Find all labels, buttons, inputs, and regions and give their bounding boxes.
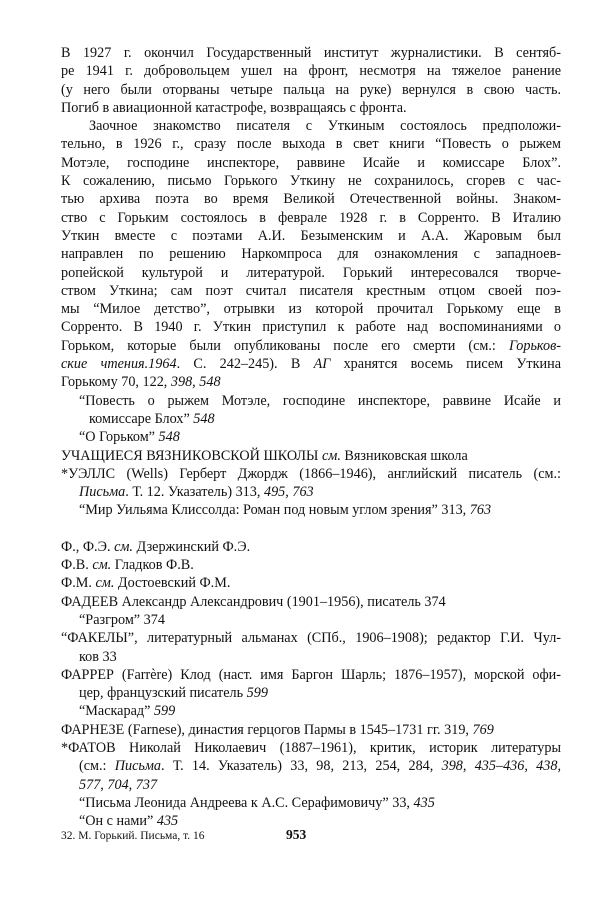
italic-text: 599 (246, 685, 268, 702)
text-line: Заочное знакомство писателя с Уткиным состоялось предположи- (89, 118, 561, 135)
text-line (61, 702, 561, 720)
text-line: ре 1941 г. добровольцем ушел на фронт, несмотря на тяжелое ранение (61, 63, 561, 80)
text-line: Погиб в авиационной катастрофе, возвращаясь с фронта. (61, 99, 407, 116)
italic-text: 398, 435–436, 438, (441, 758, 561, 775)
italic-text: см. (92, 557, 112, 574)
text-line (61, 757, 561, 775)
text-segment: . Т. 14. Указатель) 33, 98, 213, 254, 284, (161, 758, 442, 775)
text-line: “Повесть о рыжем Мотэле, господине инспекторе, раввине Исайе и (79, 392, 561, 409)
italic-text: 548 (158, 429, 180, 446)
text-line: ством Уткина; сам поэт считал писателя крестным отцом своей поэ- (61, 282, 561, 299)
text-line: мы “Милое детство”, отрывки из которой прочитал Горькому еще в (61, 301, 561, 318)
text-segment: Достоевский Ф.М. (114, 575, 231, 592)
signature-mark: 32. М. Горький. Письма, т. 16 (61, 830, 205, 842)
italic-text: 435 (413, 794, 435, 811)
page-footer (61, 828, 561, 844)
italic-text: 763 (469, 502, 492, 519)
text-segment: (см.: (79, 758, 115, 775)
section-gap (61, 520, 561, 538)
text-segment: “Маскарад” (79, 703, 154, 720)
text-line: *ФАТОВ Николай Николаевич (1887–1961), критик, историк литературы (61, 739, 561, 756)
text-line: В 1927 г. окончил Государственный институт журналистики. В сентяб- (61, 45, 561, 61)
text-segment: Ф.М. (61, 575, 96, 592)
text-line (61, 556, 561, 574)
text-line: (у него были оторваны четыре пальца на руке) вернулся в свою часть. (61, 81, 561, 98)
text-segment: Гладков Ф.В. (111, 557, 194, 574)
page-body (61, 44, 561, 830)
text-segment: “Письма Леонида Андреева к А.С. Серафимовичу” 33, (79, 794, 414, 811)
text-line (61, 684, 561, 702)
text-segment: . С. 242–245). В (176, 356, 314, 373)
text-segment: “Мир Уильяма Клиссолда: Роман под новым углом зрения” 313, (79, 502, 470, 519)
text-segment: ФАРНЕЗЕ (Farnese), династия герцогов Пармы в 1545–1731 гг. 319, (61, 721, 473, 738)
text-segment: Ф.В. (61, 557, 93, 574)
text-line (61, 501, 561, 519)
italic-text: см. (114, 538, 133, 555)
text-line: *УЭЛЛС (Wells) Герберт Джордж (1866–1946), английский писатель (см.: (61, 465, 561, 482)
text-line (61, 373, 561, 391)
text-line (61, 483, 561, 501)
italic-text: 435 (156, 813, 179, 830)
text-segment: Ф., Ф.Э. (61, 538, 115, 555)
italic-text: Письма (79, 484, 126, 501)
text-segment: . Т. 12. Указатель) 313, (125, 484, 264, 501)
text-line (61, 355, 561, 373)
text-line (61, 428, 561, 446)
italic-text: ские чтения.1964 (61, 356, 177, 373)
text-line: ков 33 (79, 648, 117, 665)
text-segment: хранятся восемь писем Уткина (330, 356, 561, 373)
text-line (61, 574, 561, 592)
text-segment: Горькому 70, 122, (61, 374, 171, 391)
italic-text: см. (321, 447, 341, 464)
italic-text: 769 (472, 721, 494, 738)
text-line: Мотэле, господине инспекторе, раввине Исайе и комиссаре Блох”. (61, 154, 561, 171)
italic-text: см. (95, 575, 115, 592)
italic-text: Горьков- (508, 337, 561, 354)
text-segment: Горьком, которые были опубликованы после его смерти (см.: (61, 337, 509, 354)
italic-text: 599 (153, 703, 176, 720)
text-line: “ФАКЕЛЫ”, литературный альманах (СПб., 1906–1908); редактор Г.И. Чул- (61, 630, 561, 647)
page-number: 953 (286, 827, 307, 842)
text-line (61, 776, 561, 794)
text-line: ФАДЕЕВ Александр Александрович (1901–1956), писатель 374 (61, 593, 446, 610)
text-line: ство с Горьким состоялось в феврале 1928 г. в Сорренто. В Италию (61, 209, 561, 226)
text-line: тельно, в 1926 г., сразу после выхода в свет книги “Повесть о рыжем (61, 136, 561, 153)
text-line: К сожалению, письмо Горького Уткину не сохранилось, сгорев с час- (61, 173, 561, 190)
text-segment: “О Горьком” (79, 429, 159, 446)
text-segment: Вязниковская школа (340, 447, 468, 464)
text-line: тью архива поэта во время Великой Отечественной войны. Знаком- (61, 191, 561, 208)
text-line: ФАРРЕР (Farrère) Клод (наст. имя Баргон Шарль; 1876–1957), морской офи- (61, 666, 561, 683)
text-segment: Дзержинский Ф.Э. (132, 538, 251, 555)
text-segment: цер, французский писатель (79, 685, 247, 702)
text-line (61, 447, 561, 465)
text-line: Уткин вместе с поэтами А.И. Безыменским и А.А. Жаровым был (61, 227, 561, 244)
text-line: Сорренто. В 1940 г. Уткин приступил к работе над воспоминаниями о (61, 319, 561, 336)
text-segment: “Он с нами” (79, 813, 157, 830)
text-line: ропейской культурой и литературой. Горький интересовался творче- (61, 264, 561, 281)
italic-text: Письма (114, 758, 162, 775)
italic-text: АГ (313, 356, 331, 373)
italic-text: 577, 704, 737 (79, 776, 158, 793)
text-line (61, 410, 561, 428)
text-line: направлен по решению Наркомпроса для ознакомления с западноев- (61, 246, 561, 263)
text-line (61, 794, 561, 812)
text-line: “Разгром” 374 (79, 611, 165, 628)
text-line (61, 721, 561, 739)
text-line (61, 337, 561, 355)
italic-text: 495, 763 (263, 484, 314, 501)
text-segment: УЧАЩИЕСЯ ВЯЗНИКОВСКОЙ ШКОЛЫ (61, 447, 322, 464)
text-segment: комиссаре Блох” (89, 410, 194, 427)
text-line (61, 538, 561, 556)
italic-text: 548 (193, 410, 215, 427)
italic-text: 398, 548 (170, 374, 221, 391)
